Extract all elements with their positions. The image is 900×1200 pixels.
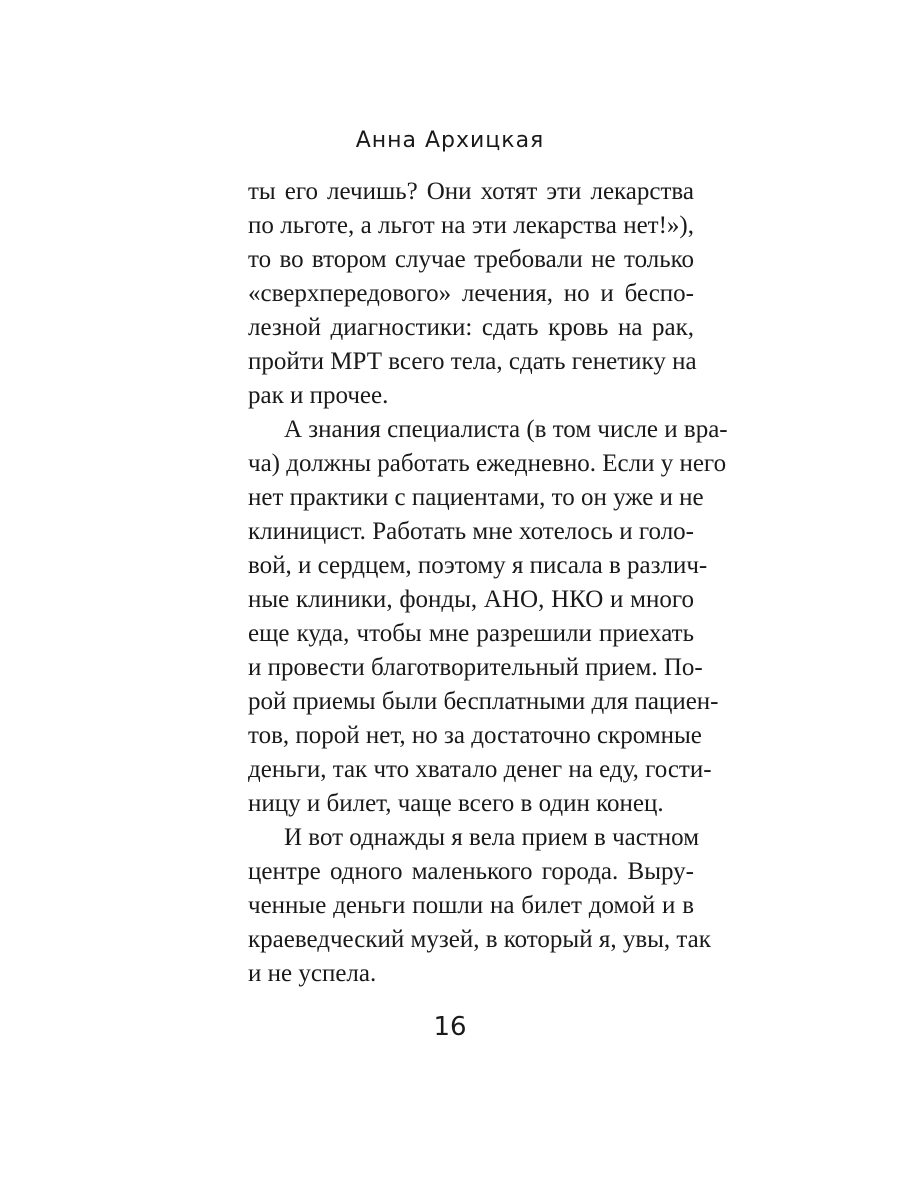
text-line: ченные деньги пошли на билет домой и в [248,892,694,919]
text-line: пройти МРТ всего тела, сдать генетику на [248,348,697,375]
text-line: деньги, так что хватало денег на еду, гости- [248,756,712,783]
text-line: тов, порой нет, но за достаточно скромные [248,722,702,749]
text-line: и провести благотворительный прием. По- [248,654,703,681]
paragraph-end-line: ницу и билет, чаще всего в один конец. [248,790,664,817]
text-line: клиницист. Работать мне хотелось и голо- [248,518,694,545]
text-line: то во втором случае требовали не только [248,246,694,273]
running-head-author: Анна Архицкая [355,128,545,153]
text-line: «сверхпередового» лечения, но и беспо- [248,280,694,307]
text-line: краеведческий музей, в который я, увы, так [248,926,711,953]
text-line: ты его лечишь? Они хотят эти лекарства [248,178,694,205]
page-number: 16 [433,1012,467,1042]
text-line: ча) должны работать ежедневно. Если у него [248,450,727,477]
paragraph-end-line: рак и прочее. [248,382,389,409]
paragraph-first-line: А знания специалиста (в том числе и вра- [284,416,728,443]
text-line: еще куда, чтобы мне разрешили приехать [248,620,694,647]
text-line: лезной диагностики: сдать кровь на рак, [248,314,694,341]
text-line: вой, и сердцем, поэтому я писала в различ- [248,552,708,579]
text-line: нет практики с пациентами, то он уже и не [248,484,704,511]
text-line: центре одного маленького города. Выру- [248,858,694,885]
text-line: по льготе, а льгот на эти лекарства нет!»), [248,212,694,239]
text-line: рой приемы были бесплатными для пациен- [248,688,719,715]
paragraph-first-line: И вот однажды я вела прием в частном [284,824,700,851]
body-text [248,175,728,991]
text-line: ные клиники, фонды, АНО, НКО и много [248,586,694,613]
paragraph-end-line: и не успела. [248,960,377,987]
